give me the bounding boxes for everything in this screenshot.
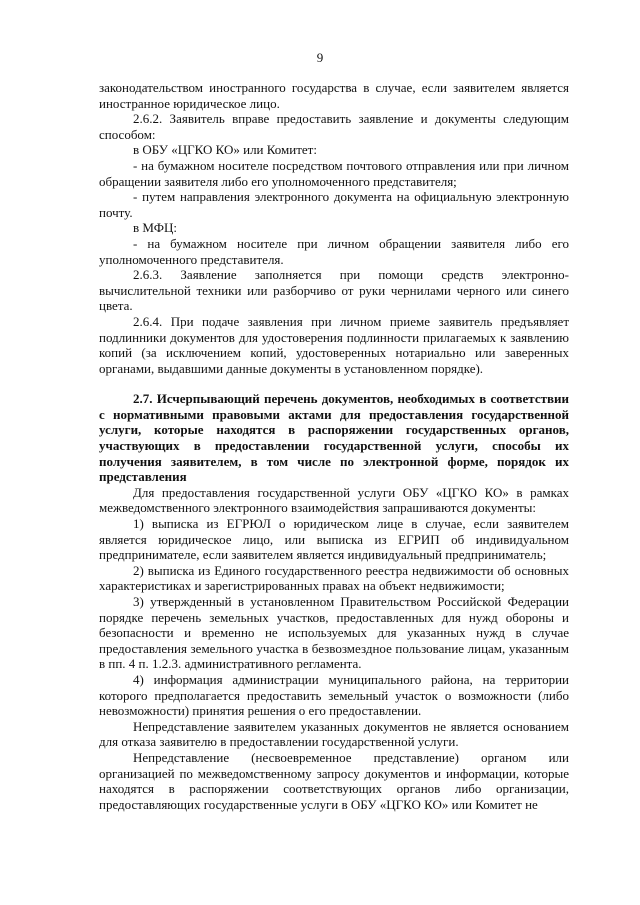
paragraph: - на бумажном носителе при личном обращении заявителя либо его уполномоченного представителя. [99, 235, 569, 267]
section-heading: 2.7. Исчерпывающий перечень документов, необходимых в соответствии с нормативными правовыми актами для предоставления государственной услуги, которые находятся в распоряжении государственных органов, участвующих в предоставлении государственной услуги, способы их получения заявителем, в том числе по электронной форме, порядок их представления [99, 391, 569, 485]
paragraph: Непредставление заявителем указанных документов не является основанием для отказа заявителю в предоставлении государственной услуги. [99, 718, 569, 750]
paragraph: Для предоставления государственной услуги ОБУ «ЦГКО КО» в рамках межведомственного электронного взаимодействия запрашиваются документы: [99, 484, 569, 516]
paragraph: 2.6.4. При подаче заявления при личном приеме заявитель предъявляет подлинники документов для удостоверения подлинности прилагаемых к заявлению копий (за исключением копий, удостоверенных нотариально или заверенных органами, выдавшими данные документы в установленном порядке). [99, 313, 569, 376]
paragraph: - на бумажном носителе посредством почтового отправления или при личном обращении заявителя либо его уполномоченного представителя; [99, 157, 569, 189]
section-gap [99, 376, 569, 391]
document-body [99, 80, 569, 812]
paragraph: 2.6.3. Заявление заполняется при помощи средств электронно-вычислительной техники или разборчиво от руки чернилами черного или синего цвета. [99, 267, 569, 314]
paragraph: законодательством иностранного государства в случае, если заявителем является иностранное юридическое лицо. [99, 80, 569, 111]
paragraph: в МФЦ: [133, 220, 178, 236]
paragraph: 1) выписка из ЕГРЮЛ о юридическом лице в случае, если заявителем является юридическое лицо, или выписка из ЕГРИП об индивидуальном предпринимателе, если заявителем является индивидуальный предприниматель; [99, 516, 569, 563]
paragraph: 3) утвержденный в установленном Правительством Российской Федерации порядке перечень земельных участков, предоставленных для нужд обороны и безопасности и временно не используемых для указанных нужд в случае предоставления земельного участка в безвозмездное пользование лицам, указанным в пп. 4 п. 1.2.3. административного регламента. [99, 594, 569, 672]
paragraph: 2) выписка из Единого государственного реестра недвижимости об основных характеристиках и зарегистрированных правах на объект недвижимости; [99, 562, 569, 594]
paragraph-group-1 [99, 80, 569, 376]
paragraph: 2.6.2. Заявитель вправе предоставить заявление и документы следующим способом: [99, 111, 569, 142]
paragraph-group-2 [99, 485, 569, 812]
paragraph: Непредставление (несвоевременное представление) органом или организацией по межведомственному запросу документов и информации, которые находятся в распоряжении соответствующих органов либо организации, предоставляющих государственные услуги в ОБУ «ЦГКО КО» или Комитет не [99, 749, 569, 812]
paragraph: 4) информация администрации муниципального района, на территории которого предполагается предоставить земельный участок о возможности (либо невозможности) принятия решения о его предоставлении. [99, 671, 569, 719]
page-number: 9 [316, 50, 324, 65]
paragraph: в ОБУ «ЦГКО КО» или Комитет: [133, 142, 317, 158]
paragraph: - путем направления электронного документа на официальную электронную почту. [99, 189, 569, 220]
